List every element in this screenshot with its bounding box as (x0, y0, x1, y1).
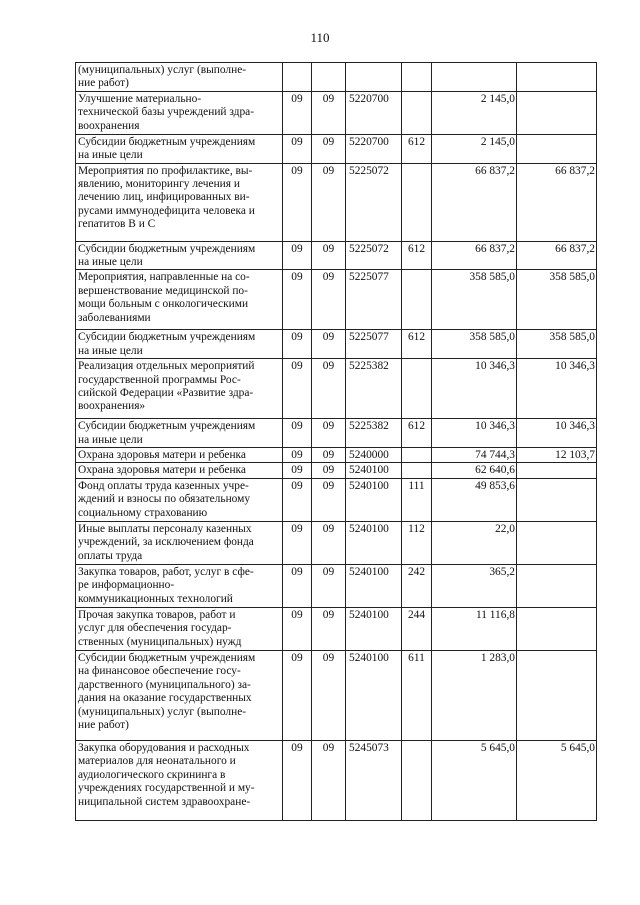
amount-federal (517, 521, 597, 564)
row-name: (муниципальных) услуг (выполне- ние работ) (76, 63, 283, 92)
target-article-code: 5240100 (346, 650, 402, 740)
subsection-code: 09 (312, 463, 346, 478)
section-code: 09 (283, 163, 312, 241)
amount-total: 365,2 (432, 564, 517, 607)
section-code: 09 (283, 478, 312, 521)
subsection-code: 09 (312, 91, 346, 134)
table-row (76, 740, 597, 820)
amount-federal: 10 346,3 (517, 419, 597, 448)
amount-total: 62 640,6 (432, 463, 517, 478)
row-name: Мероприятия по профилактике, вы- явлению, мониторингу лечения и лечению лиц, инфицированных ви- русами иммунодефицита человека и гепатитов В и С (76, 163, 283, 241)
expense-type-code (402, 448, 432, 463)
amount-federal: 12 103,7 (517, 448, 597, 463)
amount-total: 49 853,6 (432, 478, 517, 521)
target-article-code: 5225382 (346, 419, 402, 448)
expense-type-code (402, 63, 432, 92)
amount-federal (517, 63, 597, 92)
amount-total: 10 346,3 (432, 419, 517, 448)
subsection-code: 09 (312, 270, 346, 330)
expense-type-code: 611 (402, 650, 432, 740)
amount-federal (517, 463, 597, 478)
section-code: 09 (283, 521, 312, 564)
target-article-code: 5245073 (346, 740, 402, 820)
target-article-code: 5225077 (346, 270, 402, 330)
table-row (76, 650, 597, 740)
target-article-code: 5220700 (346, 134, 402, 163)
target-article-code: 5240100 (346, 564, 402, 607)
subsection-code: 09 (312, 359, 346, 419)
amount-total (432, 63, 517, 92)
section-code: 09 (283, 463, 312, 478)
table-row (76, 359, 597, 419)
expense-type-code: 242 (402, 564, 432, 607)
table-row (76, 63, 597, 92)
subsection-code: 09 (312, 448, 346, 463)
amount-federal: 5 645,0 (517, 740, 597, 820)
table-row (76, 478, 597, 521)
expense-type-code: 612 (402, 419, 432, 448)
section-code: 09 (283, 330, 312, 359)
table-row (76, 564, 597, 607)
target-article-code (346, 63, 402, 92)
expense-type-code (402, 270, 432, 330)
section-code: 09 (283, 134, 312, 163)
subsection-code: 09 (312, 134, 346, 163)
row-name: Охрана здоровья матери и ребенка (76, 463, 283, 478)
table-row (76, 521, 597, 564)
subsection-code: 09 (312, 163, 346, 241)
table-row (76, 163, 597, 241)
amount-federal: 66 837,2 (517, 163, 597, 241)
amount-federal (517, 564, 597, 607)
section-code: 09 (283, 270, 312, 330)
expense-type-code (402, 163, 432, 241)
budget-table-body (76, 63, 597, 821)
expense-type-code (402, 463, 432, 478)
amount-total: 2 145,0 (432, 91, 517, 134)
row-name: Прочая закупка товаров, работ и услуг для обеспечения государ- ственных (муниципальных) нужд (76, 607, 283, 650)
target-article-code: 5225072 (346, 241, 402, 270)
subsection-code: 09 (312, 521, 346, 564)
subsection-code: 09 (312, 419, 346, 448)
expense-type-code: 244 (402, 607, 432, 650)
table-row (76, 330, 597, 359)
subsection-code: 09 (312, 564, 346, 607)
amount-total: 66 837,2 (432, 163, 517, 241)
amount-total: 2 145,0 (432, 134, 517, 163)
amount-federal (517, 650, 597, 740)
table-row (76, 134, 597, 163)
amount-federal: 358 585,0 (517, 270, 597, 330)
subsection-code: 09 (312, 330, 346, 359)
amount-federal (517, 607, 597, 650)
target-article-code: 5240000 (346, 448, 402, 463)
amount-total: 22,0 (432, 521, 517, 564)
row-name: Фонд оплаты труда казенных учре- ждений и взносы по обязательному социальному страхованию (76, 478, 283, 521)
target-article-code: 5225072 (346, 163, 402, 241)
table-row (76, 463, 597, 478)
target-article-code: 5225382 (346, 359, 402, 419)
section-code: 09 (283, 91, 312, 134)
row-name: Субсидии бюджетным учреждениям на иные цели (76, 241, 283, 270)
expense-type-code (402, 359, 432, 419)
section-code: 09 (283, 419, 312, 448)
amount-total: 5 645,0 (432, 740, 517, 820)
amount-federal (517, 134, 597, 163)
table-row (76, 270, 597, 330)
amount-total: 74 744,3 (432, 448, 517, 463)
section-code: 09 (283, 241, 312, 270)
row-name: Субсидии бюджетным учреждениям на иные цели (76, 330, 283, 359)
target-article-code: 5220700 (346, 91, 402, 134)
target-article-code: 5240100 (346, 521, 402, 564)
amount-federal (517, 478, 597, 521)
table-row (76, 448, 597, 463)
table-row (76, 241, 597, 270)
expense-type-code: 111 (402, 478, 432, 521)
table-row (76, 91, 597, 134)
target-article-code: 5240100 (346, 607, 402, 650)
section-code: 09 (283, 740, 312, 820)
expense-type-code: 612 (402, 134, 432, 163)
amount-total: 11 116,8 (432, 607, 517, 650)
row-name: Закупка оборудования и расходных материалов для неонатального и аудиологического скрининга в учреждениях государственной и му- ниципальной систем здравоохране- (76, 740, 283, 820)
target-article-code: 5240100 (346, 463, 402, 478)
section-code: 09 (283, 607, 312, 650)
section-code: 09 (283, 448, 312, 463)
section-code: 09 (283, 359, 312, 419)
subsection-code (312, 63, 346, 92)
row-name: Закупка товаров, работ, услуг в сфе- ре информационно- коммуникационных технологий (76, 564, 283, 607)
row-name: Субсидии бюджетным учреждениям на иные цели (76, 419, 283, 448)
amount-total: 1 283,0 (432, 650, 517, 740)
row-name: Мероприятия, направленные на со- вершенствование медицинской по- мощи больным с онкологическими заболеваниями (76, 270, 283, 330)
target-article-code: 5240100 (346, 478, 402, 521)
amount-federal (517, 91, 597, 134)
amount-total: 358 585,0 (432, 270, 517, 330)
expense-type-code (402, 91, 432, 134)
amount-federal: 358 585,0 (517, 330, 597, 359)
amount-federal: 66 837,2 (517, 241, 597, 270)
amount-total: 66 837,2 (432, 241, 517, 270)
budget-table (75, 62, 597, 821)
target-article-code: 5225077 (346, 330, 402, 359)
page-number: 110 (310, 30, 330, 45)
table-row (76, 607, 597, 650)
expense-type-code: 612 (402, 241, 432, 270)
section-code: 09 (283, 564, 312, 607)
subsection-code: 09 (312, 241, 346, 270)
subsection-code: 09 (312, 478, 346, 521)
subsection-code: 09 (312, 650, 346, 740)
subsection-code: 09 (312, 740, 346, 820)
row-name: Улучшение материально- технической базы учреждений здра- воохранения (76, 91, 283, 134)
row-name: Реализация отдельных мероприятий государственной программы Рос- сийской Федерации «Развитие здра- воохранения» (76, 359, 283, 419)
section-code: 09 (283, 650, 312, 740)
subsection-code: 09 (312, 607, 346, 650)
table-row (76, 419, 597, 448)
row-name: Охрана здоровья матери и ребенка (76, 448, 283, 463)
amount-total: 358 585,0 (432, 330, 517, 359)
row-name: Субсидии бюджетным учреждениям на иные цели (76, 134, 283, 163)
amount-federal: 10 346,3 (517, 359, 597, 419)
amount-total: 10 346,3 (432, 359, 517, 419)
row-name: Субсидии бюджетным учреждениям на финансовое обеспечение госу- дарственного (муниципального) за- дания на оказание государственных (муниципальных) услуг (выполне- ние работ) (76, 650, 283, 740)
section-code (283, 63, 312, 92)
row-name: Иные выплаты персоналу казенных учреждений, за исключением фонда оплаты труда (76, 521, 283, 564)
expense-type-code: 612 (402, 330, 432, 359)
expense-type-code (402, 740, 432, 820)
expense-type-code: 112 (402, 521, 432, 564)
